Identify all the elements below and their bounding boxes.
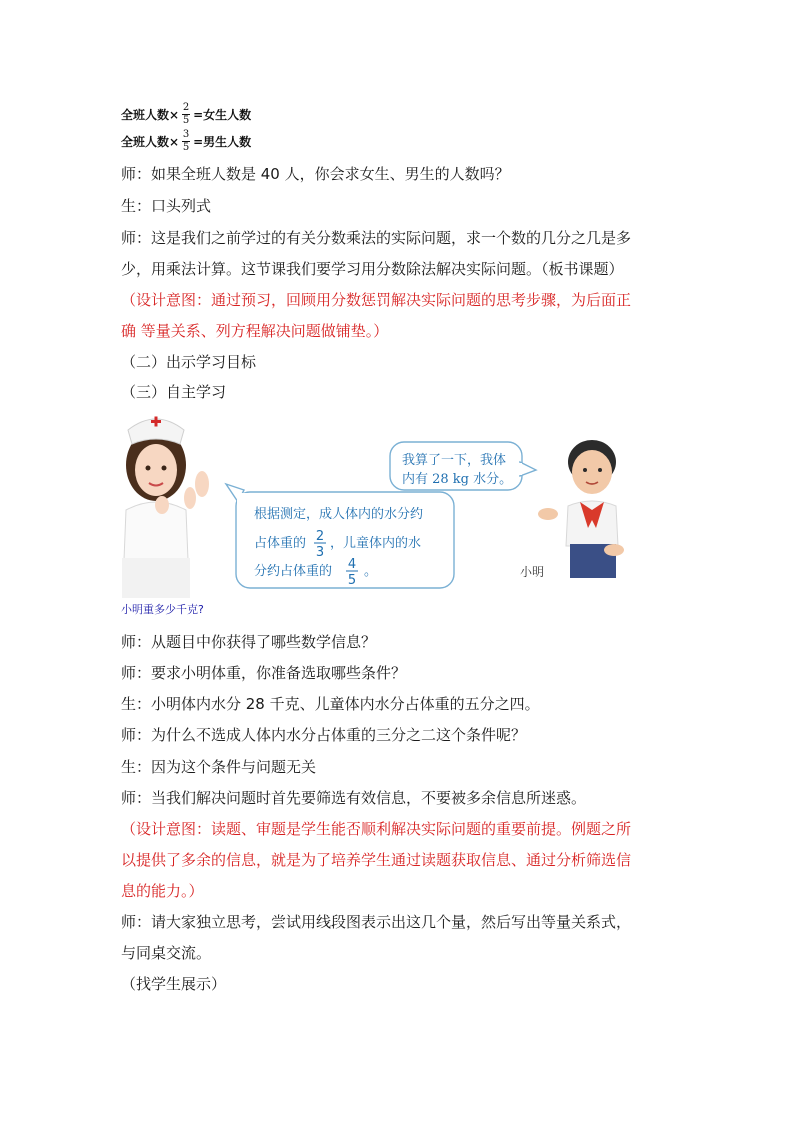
formula-girls [121,101,251,127]
fraction [182,130,190,153]
fraction-denominator: 5 [347,573,357,588]
formula-left: 全班人数× [121,134,180,149]
text-line: （找学生展示） [121,975,227,993]
design-intent-line: 确 等量关系、列方程解决问题做铺垫。） [121,322,389,340]
design-intent-line: 息的能力。） [121,882,204,900]
text-line: 生：因为这个条件与问题无关 [121,758,317,776]
text-line: 师：这是我们之前学过的有关分数乘法的实际问题，求一个数的几分之几是多 [121,229,632,247]
text-line: 师：为什么不选成人体内水分占体重的三分之二这个条件呢？ [121,726,527,744]
text-line: 师：当我们解决问题时首先要筛选有效信息，不要被多余信息所迷惑。 [121,789,587,807]
boy-name-label: 小明 [520,565,545,579]
fraction-numerator: 2 [315,529,325,544]
bubble-nurse-line3b: 。 [364,564,378,579]
boy-speech-bubble [390,442,536,490]
formula-boys [121,128,251,154]
text-line: 生：小明体内水分 28 千克、儿童体内水分占体重的五分之四。 [121,695,540,713]
question-caption: 小明重多少千克? [121,603,204,616]
text-line: 师：从题目中你获得了哪些数学信息？ [121,633,377,651]
text-line: 师：要求小明体重，你准备选取哪些条件？ [121,664,407,682]
formula-right: =男生人数 [193,134,252,149]
design-intent-line: 以提供了多余的信息，就是为了培养学生通过读题获取信息、通过分析筛选信 [121,851,632,869]
text-line: 少，用乘法计算。这节课我们要学习用分数除法解决实际问题。（板书课题） [121,260,624,278]
text-line: 生：口头列式 [121,197,212,215]
bubble-nurse-line2b: ，儿童体内的水 [330,536,422,551]
boy-figure [520,440,624,579]
fraction-numerator: 3 [182,128,190,140]
fraction-denominator: 5 [182,114,190,126]
section-heading: （二）出示学习目标 [121,353,257,371]
bubble-boy-line1: 我算了一下，我体 [402,453,507,468]
nurse-speech-bubble [226,484,454,588]
formula-left: 全班人数× [121,107,180,122]
textbook-illustration [118,410,638,598]
bubble-nurse-line2a: 占体重的 [254,536,307,551]
fraction-denominator: 5 [182,141,190,153]
bubble-nurse-line3a: 分约占体重的 [254,564,333,579]
text-line: 师：请大家独立思考，尝试用线段图表示出这几个量，然后写出等量关系式， [121,913,632,931]
formula-right: =女生人数 [193,107,252,122]
text-line: 与同桌交流。 [121,944,212,962]
bubble-nurse-line1: 根据测定，成人体内的水分约 [254,507,424,522]
design-intent-line: （设计意图：读题、审题是学生能否顺利解决实际问题的重要前提。例题之所 [121,820,632,838]
fraction [182,103,190,126]
fraction-numerator: 2 [182,101,190,113]
text-line: 师：如果全班人数是 40 人，你会求女生、男生的人数吗？ [121,165,510,183]
section-heading: （三）自主学习 [121,383,227,401]
bubble-boy-line2: 内有 28 kg 水分。 [402,472,513,487]
fraction-numerator: 4 [347,557,357,572]
fraction-denominator: 3 [315,545,325,560]
nurse-figure [122,417,209,599]
design-intent-line: （设计意图：通过预习，回顾用分数惩罚解决实际问题的思考步骤，为后面正 [121,291,632,309]
